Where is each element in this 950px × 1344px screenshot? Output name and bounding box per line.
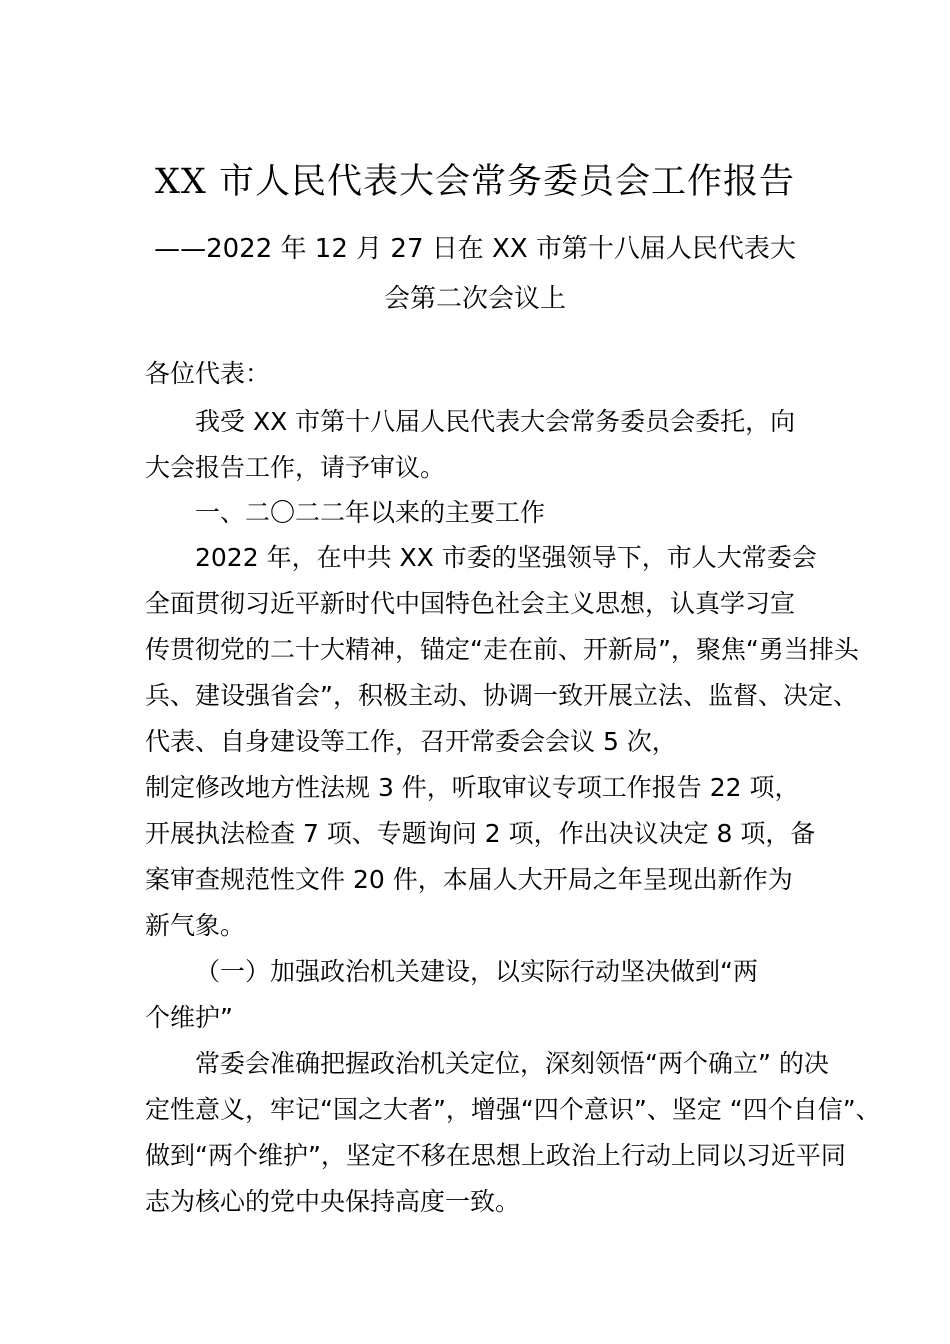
paragraph-line: 2022 年，在中共 XX 市委的坚强领导下，市人大常委会 xyxy=(195,543,817,572)
paragraph-line: 案审查规范性文件 20 件，本届人大开局之年呈现出新作为 xyxy=(145,865,793,894)
section-heading: 一、二〇二二年以来的主要工作 xyxy=(195,498,546,527)
subtitle-line-2: 会第二次会议上 xyxy=(383,284,566,314)
paragraph-line: 全面贯彻习近平新时代中国特色社会主义思想，认真学习宣 xyxy=(145,589,796,618)
subsection-heading: 个维护” xyxy=(145,1003,233,1032)
salutation: 各位代表： xyxy=(145,359,271,388)
subsection-heading: （一）加强政治机关建设，以实际行动坚决做到“两 xyxy=(195,957,758,986)
paragraph-line: 兵、建设强省会”，积极主动、协调一致开展立法、监督、决定、 xyxy=(145,681,858,710)
paragraph-line: 定性意义，牢记“国之大者”，增强“四个意识”、坚定 “四个自信”、 xyxy=(145,1095,881,1124)
subtitle-line-1: ——2022 年 12 月 27 日在 XX 市第十八届人民代表大 xyxy=(154,234,796,264)
paragraph-line: 我受 XX 市第十八届人民代表大会常务委员会委托，向 xyxy=(195,407,796,436)
paragraph-line: 制定修改地方性法规 3 件，听取审议专项工作报告 22 项， xyxy=(145,773,800,802)
paragraph-line: 做到“两个维护”，坚定不移在思想上政治上行动上同以习近平同 xyxy=(145,1141,846,1170)
paragraph-line: 新气象。 xyxy=(145,911,246,940)
paragraph-line: 代表、自身建设等工作，召开常委会会议 5 次， xyxy=(145,727,677,756)
paragraph-line: 大会报告工作，请予审议。 xyxy=(145,453,446,482)
paragraph-line: 传贯彻党的二十大精神，锚定“走在前、开新局”，聚焦“勇当排头 xyxy=(145,635,859,664)
document-title: XX 市人民代表大会常务委员会工作报告 xyxy=(155,162,795,202)
paragraph-line: 开展执法检查 7 项、专题询问 2 项，作出决议决定 8 项，备 xyxy=(145,819,816,848)
paragraph-line: 志为核心的党中央保持高度一致。 xyxy=(145,1187,521,1216)
paragraph-line: 常委会准确把握政治机关定位，深刻领悟“两个确立” 的决 xyxy=(195,1049,829,1078)
